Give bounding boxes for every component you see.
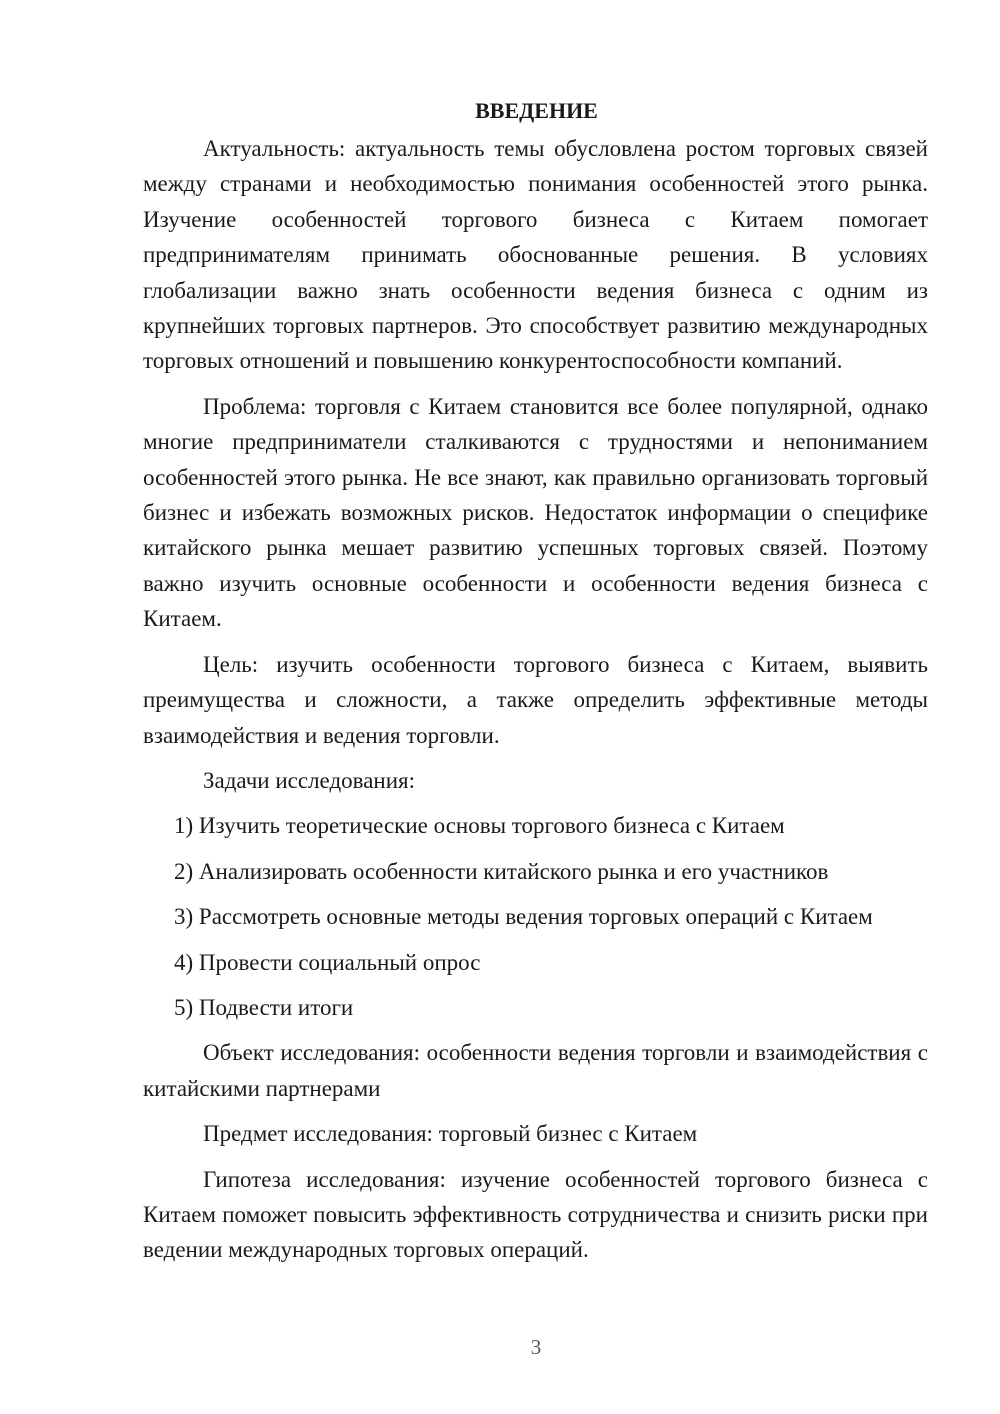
paragraph-relevance: Актуальность: актуальность темы обусловлена ростом торговых связей между странами и необходимостью понимания особенностей этого рынка. Изучение особенностей торгового бизнеса с Китаем помогает предпринимателям принимать обоснованные решения. В условиях глобализации важно знать особенности ведения бизнеса с одним из крупнейших торговых партнеров. Это способствует развитию международных торговых отношений и повышению конкурентоспособности компаний. <box>143 136 928 374</box>
paragraph-subject: Предмет исследования: торговый бизнес с Китаем <box>203 1121 698 1147</box>
list-item: 3) Рассмотреть основные методы ведения торговых операций с Китаем <box>174 904 873 930</box>
page-title: ВВЕДЕНИЕ <box>475 98 598 123</box>
list-item: 5) Подвести итоги <box>174 994 354 1020</box>
paragraph-tasks-heading: Задачи исследования: <box>203 767 416 793</box>
list-item: 4) Провести социальный опрос <box>174 949 481 975</box>
tasks-list <box>143 808 928 1025</box>
paragraph-hypothesis: Гипотеза исследования: изучение особенностей торгового бизнеса с Китаем поможет повысить эффективность сотрудничества и снизить риски при ведении международных торговых операций. <box>143 1166 928 1263</box>
paragraph-problem: Проблема: торговля с Китаем становится все более популярной, однако многие предприниматели сталкиваются с трудностями и непониманием особенностей этого рынка. Не все знают, как правильно организовать торговый бизнес и избежать возможных рисков. Недостаток информации о специфике китайского рынка мешает развитию успешных торговых связей. Поэтому важно изучить основные особенности и особенности ведения бизнеса с Китаем. <box>143 393 928 632</box>
list-item: 1) Изучить теоретические основы торгового бизнеса с Китаем <box>174 813 785 839</box>
list-item: 2) Анализировать особенности китайского рынка и его участников <box>174 858 829 884</box>
paragraph-goal: Цель: изучить особенности торгового бизнеса с Китаем, выявить преимущества и сложности, а также определить эффективные методы взаимодействия и ведения торговли. <box>143 651 928 748</box>
page-number: 3 <box>530 1335 542 1359</box>
page-content <box>143 95 928 1278</box>
paragraph-object: Объект исследования: особенности ведения торговли и взаимодействия с китайскими партнерами <box>143 1040 928 1101</box>
